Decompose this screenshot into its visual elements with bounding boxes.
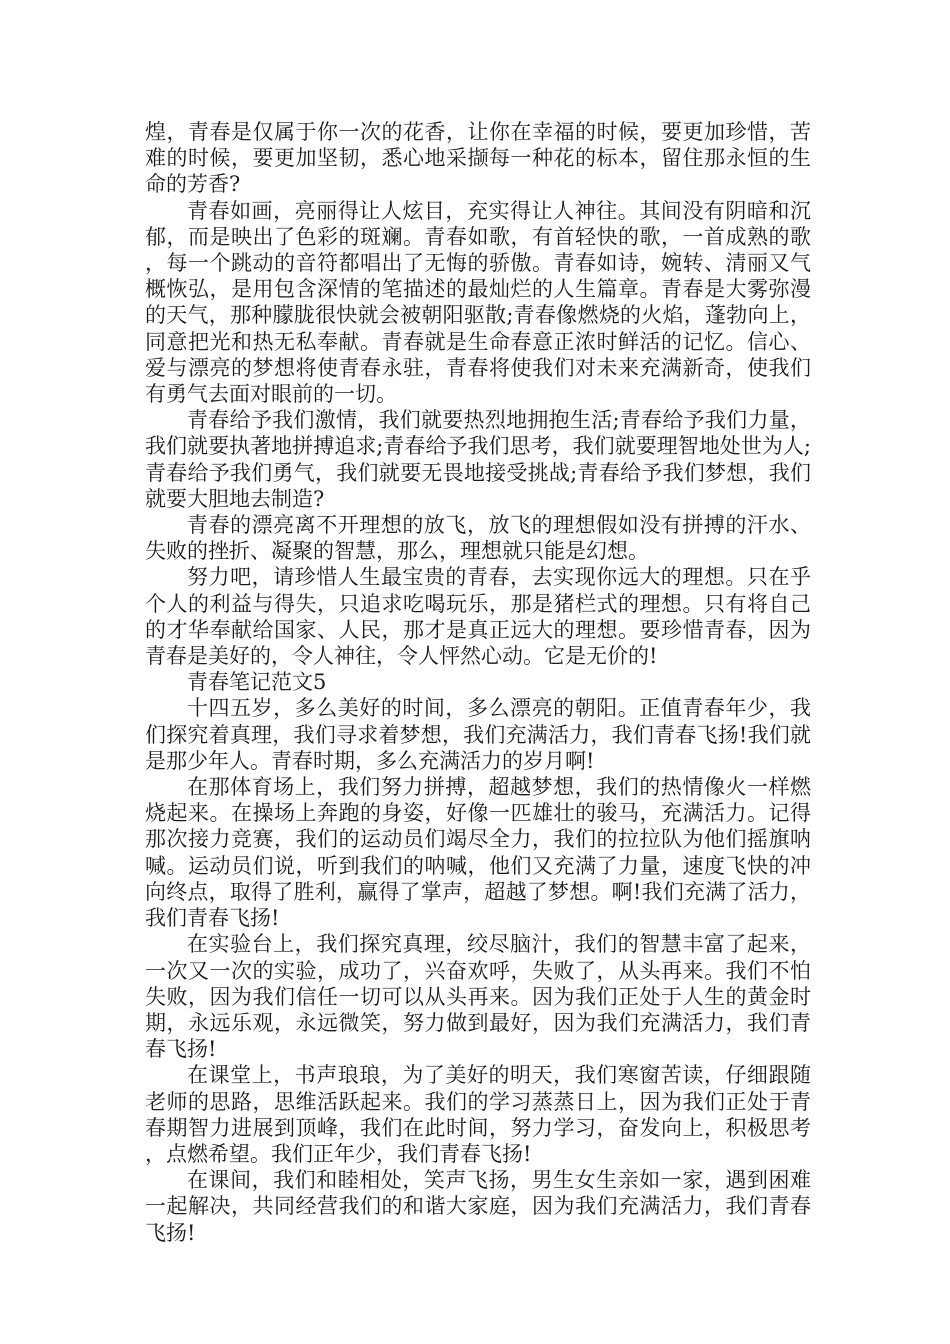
section-heading: 青春笔记范文5 [187, 670, 327, 695]
paragraph: 努力吧，请珍惜人生最宝贵的青春，去实现你远大的理想。只在乎个人的利益与得失，只追求吃喝玩乐，那是猪栏式的理想。只有将自己的才华奉献给国家、人民，那才是真正远大的理想。要珍惜青春，因为青春是美好的，令人神往，令人怦然心动。它是无价的! [145, 565, 811, 669]
paragraph: 在课间，我们和睦相处，笑声飞扬，男生女生亲如一家，遇到困难一起解决，共同经营我们的和谐大家庭，因为我们充满活力，我们青春飞扬! [145, 1168, 811, 1245]
paragraph: 青春给予我们激情，我们就要热烈地拥抱生活;青春给予我们力量，我们就要执著地拼搏追求;青春给予我们思考，我们就要理智地处世为人;青春给予我们勇气，我们就要无畏地接受挑战;青春给予我们梦想，我们就要大胆地去制造? [145, 408, 811, 511]
paragraph: 在实验台上，我们探究真理，绞尽脑汁，我们的智慧丰富了起来，一次又一次的实验，成功了，兴奋欢呼，失败了，从头再来。我们不怕失败，因为我们信任一切可以从头再来。因为我们正处于人生的黄金时期，永远乐观，永远微笑，努力做到最好，因为我们充满活力，我们青春飞扬! [145, 932, 811, 1062]
paragraph: 青春的漂亮离不开理想的放飞，放飞的理想假如没有拼搏的汗水、失败的挫折、凝聚的智慧，那么，理想就只能是幻想。 [145, 513, 811, 564]
paragraph: 青春如画，亮丽得让人炫目，充实得让人神往。其间没有阴暗和沉郁，而是映出了色彩的斑斓。青春如歌，有首轻快的歌，一首成熟的歌，每一个跳动的音符都唱出了无悔的骄傲。青春如诗，婉转、清丽又气概恢弘，是用包含深情的笔描述的最灿烂的人生篇章。青春是大雾弥漫的天气，那种朦胧很快就会被朝阳驱散;青春像燃烧的火焰，蓬勃向上，同意把光和热无私奉献。青春就是生命春意正浓时鲜活的记忆。信心、爱与漂亮的梦想将使青春永驻，青春将使我们对未来充满新奇，使我们有勇气去面对眼前的一切。 [145, 198, 811, 407]
paragraph: 在那体育场上，我们努力拼搏，超越梦想，我们的热情像火一样燃烧起来。在操场上奔跑的身姿，好像一匹雄壮的骏马，充满活力。记得那次接力竞赛，我们的运动员们竭尽全力，我们的拉拉队为他们摇旗呐喊。运动员们说，听到我们的呐喊，他们又充满了力量，速度飞快的冲向终点，取得了胜利，赢得了掌声，超越了梦想。啊!我们充满了活力，我们青春飞扬! [145, 775, 811, 931]
paragraph: 在课堂上，书声琅琅，为了美好的明天，我们寒窗苦读，仔细跟随老师的思路，思维活跃起来。我们的学习蒸蒸日上，因为我们正处于青春期智力进展到顶峰，我们在此时间，努力学习，奋发向上，积极思考，点燃希望。我们正年少，我们青春飞扬! [145, 1063, 811, 1166]
paragraph: 煌，青春是仅属于你一次的花香，让你在幸福的时候，要更加珍惜，苦难的时候，要更加坚韧，悉心地采撷每一种花的标本，留住那永恒的生命的芳香? [145, 120, 811, 197]
paragraph: 十四五岁，多么美好的时间，多么漂亮的朝阳。正值青春年少，我们探究着真理，我们寻求着梦想，我们充满活力，我们青春飞扬!我们就是那少年人。青春时期，多么充满活力的岁月啊! [145, 696, 811, 773]
document-body [145, 119, 811, 1246]
